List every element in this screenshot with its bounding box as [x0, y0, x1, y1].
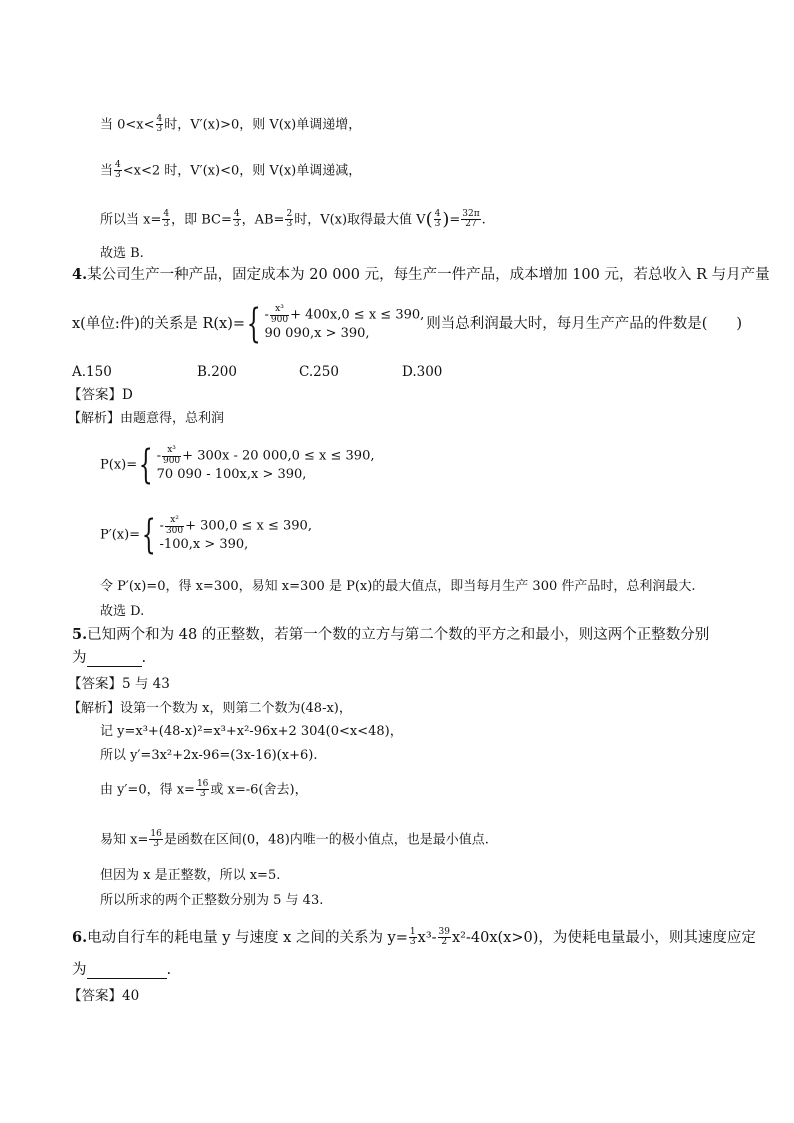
answer-blank: [87, 963, 167, 979]
fraction: $\frac{4}{3}$: [156, 114, 163, 135]
question-4-line-2: x(单位:件)的关系是 R(x)={ - $\frac{\text{x³}}{900}$ + 400x,0 ≤ x ≤ 390, 90 090,x > 390, 则当总利润最大时，每月生产产品的件数是( ): [72, 301, 743, 347]
option-a: A.150: [72, 364, 112, 380]
question-4-choose: 故选 D.: [100, 604, 145, 619]
question-5-analysis-1: 【解析】设第一个数为 x，则第二个数为(48-x)，: [68, 701, 352, 716]
solution-line-max: 所以当 x= $\frac{4}{3}$ ，即 BC= $\frac{4}{3}$ ，AB= $\frac{2}{3}$ 时，V(x)取得最大值 V( $\frac{4}{3}$ )= $\frac{32\pi}{27}$ .: [100, 208, 486, 230]
solution-line-increase: 当 0<x< $\frac{4}{3}$ 时，V′(x)>0，则 V(x)单调递增，: [100, 114, 362, 135]
question-5-analysis-4: 由 y′=0，得 x= $\frac{16}{3}$ 或 x=-6(舍去)，: [100, 779, 308, 800]
question-6-line-2: 为 .: [72, 962, 172, 978]
answer-blank: [87, 651, 142, 667]
question-6-line-1: 6.电动自行车的耗电量 y 与速度 x 之间的关系为 y= $\frac{1}{3}$ x³- $\frac{39}{2}$ x²-40x(x>0)，为使耗电量最小，则其速度应定: [72, 927, 756, 948]
question-5-line-2: 为 .: [72, 650, 147, 666]
question-4-line-1: 4.某公司生产一种产品，固定成本为 20 000 元，每生产一件产品，成本增加 100 元，若总收入 R 与月产量: [72, 266, 770, 283]
piecewise-function: - $\frac{\text{x³}}{900}$ + 400x,0 ≤ x ≤ 390, 90 090,x > 390,: [264, 304, 425, 342]
solution-line-decrease: 当 $\frac{4}{3}$ <x<2 时，V′(x)<0，则 V(x)单调递减，: [100, 160, 362, 181]
question-5-analysis-2: 记 y=x³+(48-x)²=x³+x²-96x+2 304(0<x<48)，: [100, 724, 403, 739]
question-5-analysis-5: 易知 x= $\frac{16}{3}$ 是函数在区间(0，48)内唯一的极小值点，也是最小值点.: [100, 829, 489, 850]
profit-derivative: P′(x)={ - $\frac{\text{x²}}{300}$ + 300,0 ≤ x ≤ 390, -100,x > 390,: [100, 512, 312, 558]
question-4-answer: 【答案】D: [68, 387, 133, 403]
left-brace: {: [246, 301, 261, 347]
question-6-answer: 【答案】40: [68, 988, 140, 1004]
question-5-answer: 【答案】5 与 43: [68, 676, 170, 692]
question-5-analysis-6: 但因为 x 是正整数，所以 x=5.: [100, 868, 281, 883]
option-b: B.200: [197, 364, 237, 380]
question-5-line-1: 5.已知两个和为 48 的正整数，若第一个数的立方与第二个数的平方之和最小，则这两个正整数分别: [72, 626, 710, 643]
question-4-analysis-label: 【解析】由题意得，总利润: [68, 411, 225, 426]
solution-choose-b: 故选 B.: [100, 246, 144, 261]
fraction: $\frac{4}{3}$: [115, 160, 121, 181]
question-5-analysis-3: 所以 y′=3x²+2x-96=(3x-16)(x+6).: [100, 748, 318, 763]
option-c: C.250: [299, 364, 339, 380]
profit-function: P(x)={ - $\frac{\text{x³}}{900}$ + 300x - 20 000,0 ≤ x ≤ 390, 70 090 - 100x,x > 390,: [100, 442, 375, 488]
question-4-options: [72, 366, 442, 380]
option-d: D.300: [402, 364, 443, 380]
question-5-analysis-7: 所以所求的两个正整数分别为 5 与 43.: [100, 893, 324, 908]
question-4-conclusion: 令 P′(x)=0，得 x=300，易知 x=300 是 P(x)的最大值点，即当每月生产 300 件产品时，总利润最大.: [100, 579, 696, 594]
